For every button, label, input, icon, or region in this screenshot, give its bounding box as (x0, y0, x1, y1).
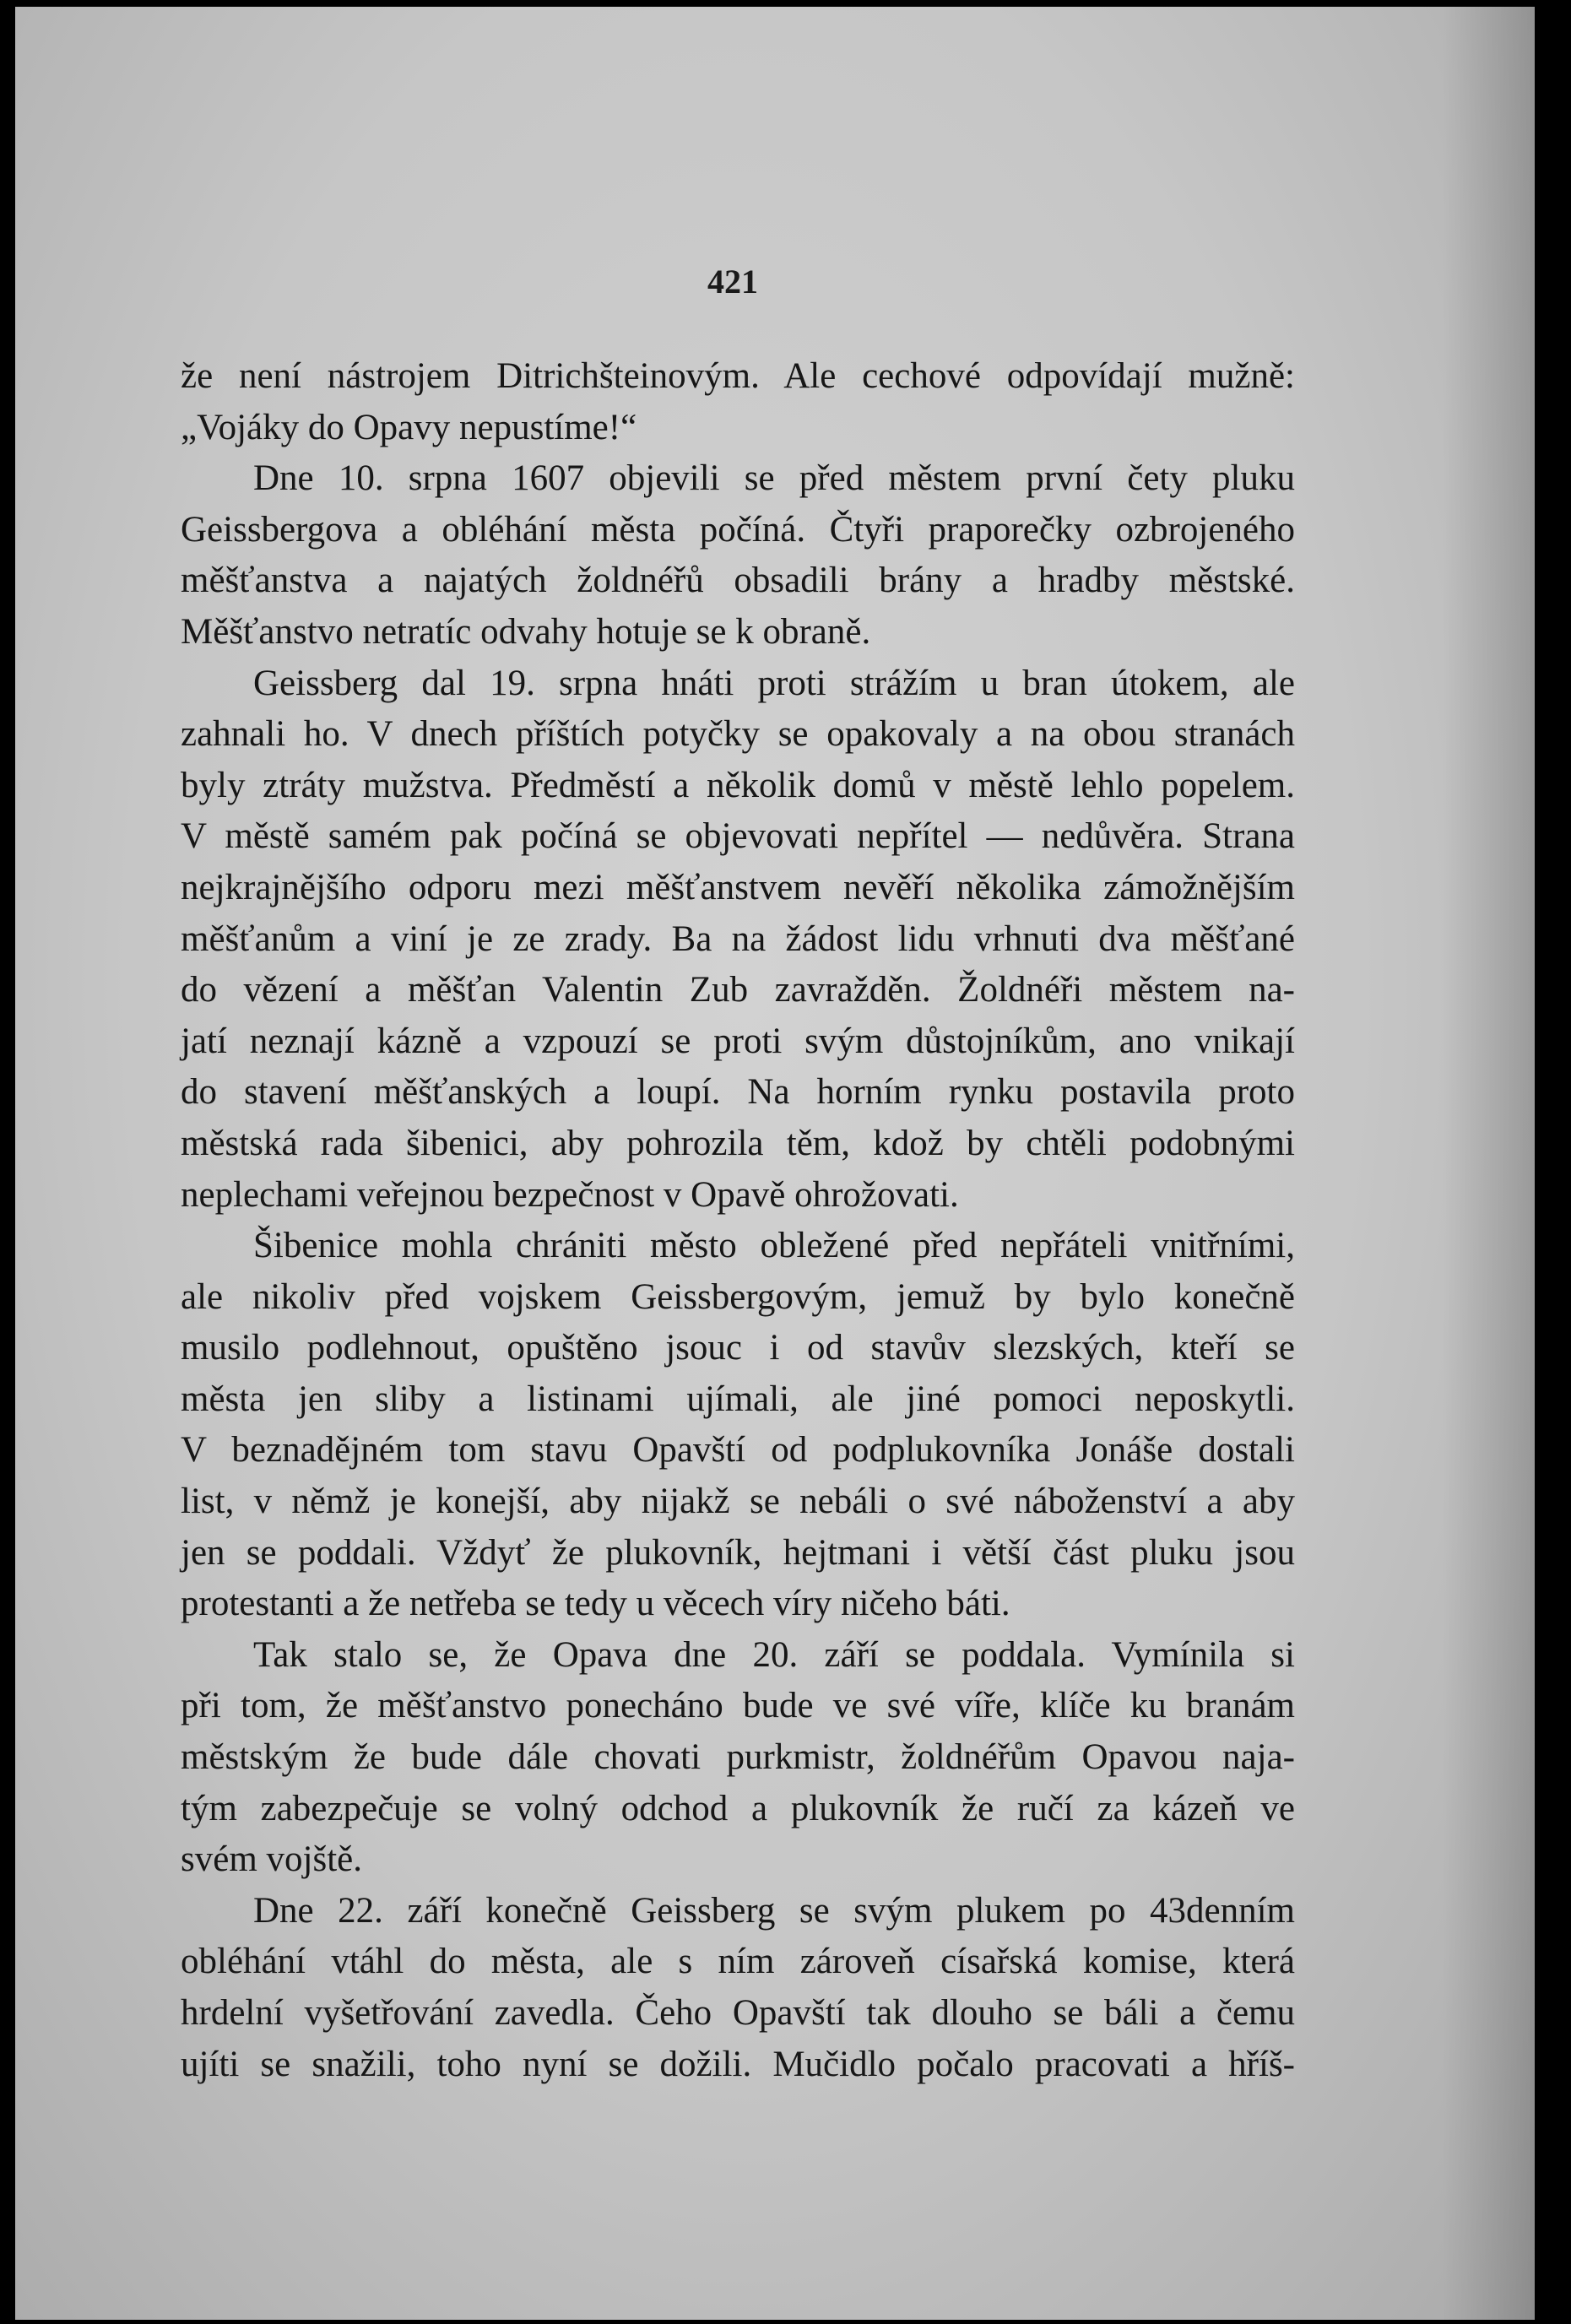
text-line: Šibenice mohla chrániti město obležené před nepřáteli vnitřními, (253, 1226, 1295, 1266)
text-line: Měšťanstvo netratíc odvahy hotuje se k obraně. (181, 611, 871, 652)
text-line: do vězení a měšťan Valentin Zub zavražděn. Žoldnéři městem na- (181, 970, 1295, 1010)
text-line: protestanti a že netřeba se tedy u věcech víry ničeho báti. (181, 1584, 1010, 1624)
text-line: zahnali ho. V dnech příštích potyčky se opakovaly a na obou stranách (181, 714, 1295, 755)
text-line: byly ztráty mužstva. Předměstí a několik domů v městě lehlo popelem. (181, 765, 1295, 805)
text-line: že není nástrojem Ditrichšteinovým. Ale cechové odpovídají mužně: (181, 356, 1295, 396)
text-line: ale nikoliv před vojskem Geissbergovým, jemuž by bylo konečně (181, 1276, 1295, 1317)
text-line: svém vojště. (181, 1839, 362, 1880)
body-text (181, 351, 1295, 2090)
page-edge-shadow (1442, 7, 1535, 2320)
text-line: tým zabezpečuje se volný odchod a plukovník že ručí za kázeň ve (181, 1788, 1295, 1828)
text-line: Geissbergova a obléhání města počíná. Čtyři praporečky ozbrojeného (181, 509, 1295, 550)
text-line: Dne 10. srpna 1607 objevili se před městem první čety pluku (253, 458, 1295, 499)
text-line: jatí neznají kázně a vzpouzí se proti svým důstojníkům, ano vnikají (181, 1021, 1295, 1061)
text-line: ujíti se snažili, toho nyní se dožili. Mučidlo počalo pracovati a hříš- (181, 2044, 1295, 2084)
text-line: města jen sliby a listinami ujímali, ale jiné pomoci neposkytli. (181, 1379, 1295, 1419)
text-line: měšťanstva a najatých žoldnéřů obsadili brány a hradby městské. (181, 561, 1295, 601)
text-line: při tom, že měšťanstvo ponecháno bude ve své víře, klíče ku branám (181, 1686, 1295, 1726)
text-line: obléhání vtáhl do města, ale s ním zároveň císařská komise, která (181, 1942, 1295, 1982)
text-line: list, v němž je konejší, aby nijakž se nebáli o své náboženství a aby (181, 1482, 1295, 1522)
book-page (15, 7, 1535, 2320)
text-line: V městě samém pak počíná se objevovati nepřítel — nedůvěra. Strana (181, 816, 1295, 857)
text-line: městským že bude dále chovati purkmistr, žoldnéřům Opavou naja- (181, 1737, 1295, 1778)
text-line: V beznadějném tom stavu Opavští od podplukovníka Jonáše dostali (181, 1430, 1295, 1471)
text-line: Dne 22. září konečně Geissberg se svým plukem po 43denním (253, 1890, 1295, 1931)
text-line: Geissberg dal 19. srpna hnáti proti strážím u bran útokem, ale (253, 663, 1295, 703)
text-line: měšťanům a viní je ze zrady. Ba na žádost lidu vrhnuti dva měšťané (181, 918, 1295, 959)
page-number: 421 (707, 263, 758, 301)
text-line: neplechami veřejnou bezpečnost v Opavě ohrožovati. (181, 1174, 959, 1215)
text-line: městská rada šibenici, aby pohrozila těm, kdož by chtěli podobnými (181, 1123, 1295, 1163)
text-line: jen se poddali. Vždyť že plukovník, hejtmani i větší část pluku jsou (181, 1532, 1295, 1573)
text-line: nejkrajnějšího odporu mezi měšťanstvem nevěří několika zámožnějším (181, 867, 1295, 907)
text-line: hrdelní vyšetřování zavedla. Čeho Opavští tak dlouho se báli a čemu (181, 1993, 1295, 2033)
text-line: do stavení měšťanských a loupí. Na horním rynku postavila proto (181, 1072, 1295, 1113)
text-line: „Vojáky do Opavy nepustíme!“ (181, 407, 637, 447)
text-line: musilo podlehnout, opuštěno jsouc i od stavův slezských, kteří se (181, 1328, 1295, 1368)
text-line: Tak stalo se, že Opava dne 20. září se poddala. Vymínila si (253, 1634, 1295, 1675)
